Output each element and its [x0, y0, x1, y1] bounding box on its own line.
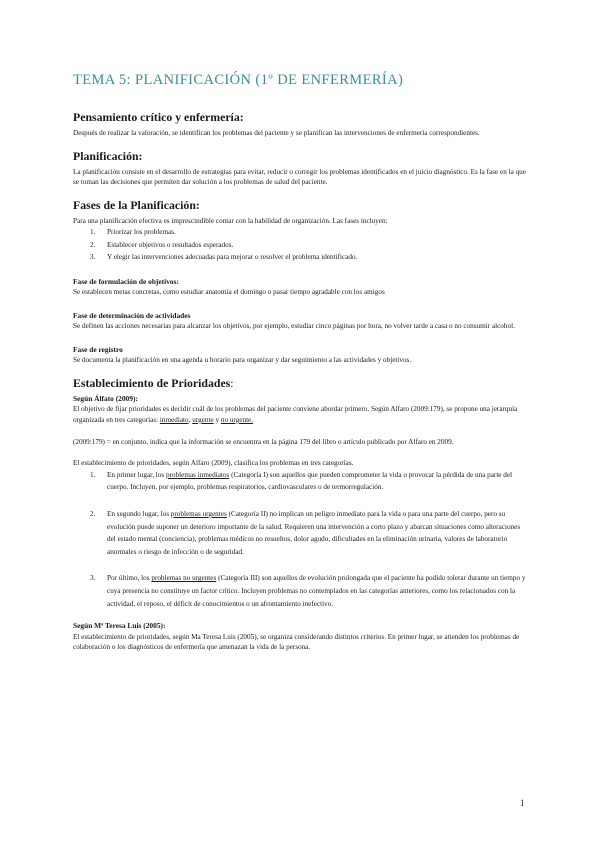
heading-planificacion: Planificación: — [73, 148, 143, 163]
list-item: 1. En primer lugar, los problemas inmediatos (Categoría I) son aquellos que pueden comprometer la vida o provocar la pérdida de una parte del cuerpo. Incluyen, por ejemplo, problemas respiratorios, cardiovasculares o de termorregulación. — [90, 470, 513, 492]
paragraph-planificacion: La planificación consiste en el desarrollo de estrategias para evitar, reducir o corregir los problemas identificados en el juicio diagnóstico. Es la fase en la que se toman las decisiones que permiten dar solución a los problemas de salud del paciente. — [73, 167, 526, 187]
list-item: 1. Priorizar los problemas. — [90, 228, 176, 237]
list-item: 2. En segundo lugar, los problemas urgentes (Categoría II) no implican un peligro inmediato para la vida o para una parte del cuerpo, pero su evolución puede suponer un deterioro importante de la salud. Requieren una intervención a corto plazo y abarcan situaciones como alteraciones del estado mental (conciencia), problemas médicos no resueltos, dolor agudo, dificultades en la eliminación urinaria, valores de laboratorio anormales o riesgo de infección o de seguridad. — [90, 509, 521, 556]
subheading-luis: Según Mª Teresa Luis (2005): — [73, 621, 166, 631]
page-number: 1 — [520, 798, 525, 808]
paragraph-objetivos: Se establecen metas concretas, como estudiar anatomía el domingo o pasar tiempo agradable con los amigos — [73, 288, 385, 297]
list-fases — [73, 226, 528, 263]
heading-fases: Fases de la Planificación: — [73, 197, 200, 212]
list-categorias — [73, 469, 528, 610]
term-problemas-inmediatos: problemas inmediatos — [166, 470, 230, 479]
term-problemas-no-urgentes: problemas no urgentes — [151, 574, 217, 583]
term-inmediato: inmediato — [159, 415, 189, 424]
paragraph-registro: Se documenta la planificación en una agenda u horario para organizar y dar seguimiento a las actividades y objetivos. — [73, 356, 412, 365]
heading-pensamiento-critico: Pensamiento crítico y enfermería: — [73, 110, 244, 124]
subheading-alfaro: Según Álfato (2009): — [73, 393, 138, 403]
heading-prioridades: Establecimiento de Prioridades: — [73, 375, 234, 390]
paragraph-clasificacion: El establecimiento de prioridades, según Alfaro (2009), clasifica los problemas en tres categorías. — [73, 459, 354, 468]
term-no-urgente: no urgente. — [220, 415, 254, 424]
paragraph-actividades: Se definen las acciones necesarias para alcanzar los objetivos, por ejemplo, estudiar cinco páginas por hora, no volver tarde a casa o no consumir alcohol. — [73, 322, 515, 331]
paragraph-pensamiento-critico: Después de realizar la valoración, se identifican los problemas del paciente y se planifican las intervenciones de enfermería correspondientes. — [73, 129, 480, 137]
document-body — [73, 110, 528, 653]
list-item: 2. Establecer objetivos o resultados esperados. — [90, 240, 234, 249]
term-problemas-urgentes: problemas urgentes — [170, 509, 227, 518]
term-urgente: urgente — [192, 415, 214, 424]
subheading-objetivos: Fase de formulación de objetivos: — [73, 276, 179, 286]
subheading-actividades: Fase de determinación de actividades — [73, 310, 191, 320]
paragraph-luis: El establecimiento de prioridades, según Ma Teresa Luis (2005), se organiza considerando distintos criterios. En primer lugar, se atienden los problemas de colaboración o los diagnósticos de enfermería que amenazan la vida de la persona. — [73, 632, 520, 652]
paragraph-fases-intro: Para una planificación efectiva es imprescindible contar con la habilidad de organización. Las fases incluyen: — [73, 216, 388, 225]
paragraph-alfaro: El objetivo de fijar prioridades es decidir cuál de los problemas del paciente conviene abordar primero. Según Alfaro (2009:179), se propone una jerarquía organizada en tres categorías: inmediato, urgente y no urgente. — [73, 405, 518, 424]
list-item: 3. Y elegir las intervenciones adecuadas para mejorar o resolver el problema identificado. — [90, 253, 358, 262]
list-item: 3. Por último, los problemas no urgentes (Categoría III) son aquellos de evolución prolongada que el paciente ha podido tolerar durante un tiempo y cuya presencia no constituye un factor crítico. Incluyen problemas no contemplados en las categorías anteriores, como los relacionados con la actividad, el reposo, el déficit de conocimientos o un afrontamiento inefectivo. — [90, 574, 526, 608]
subheading-registro: Fase de registro — [73, 344, 123, 354]
document-title: TEMA 5: PLANIFICACIÓN (1º DE ENFERMERÍA) — [73, 72, 404, 88]
paragraph-cita: (2009:179) = en conjunto, indica que la información se encuentra en la página 179 del libro o artículo publicado por Alfaro en 2009. — [73, 437, 454, 446]
